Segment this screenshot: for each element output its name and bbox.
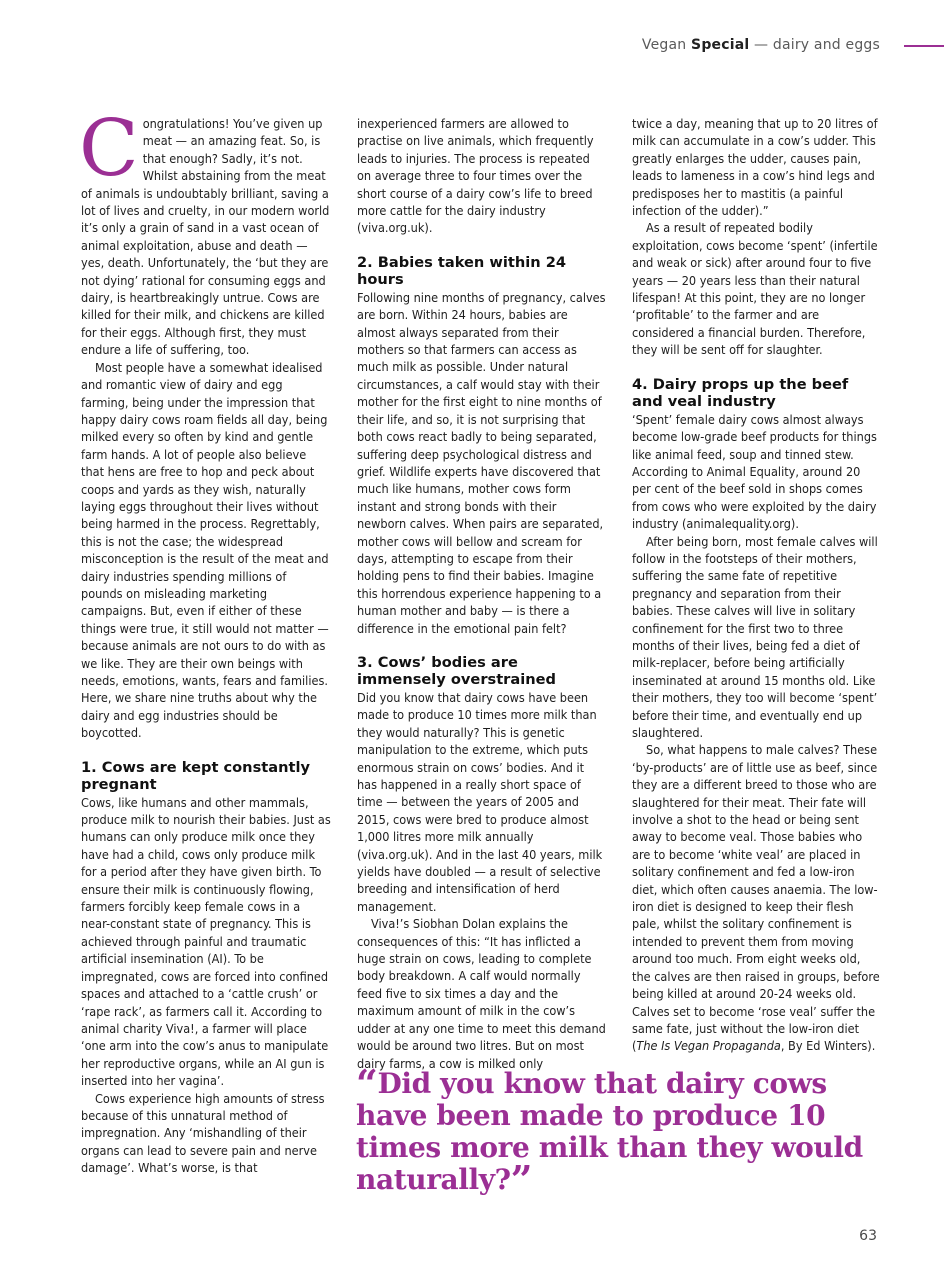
dropcap: C	[79, 104, 139, 194]
header-emphasis: Special	[691, 37, 750, 53]
section-1-paragraph-2-cont: inexperienced farmers are allowed to practise on live animals, which frequently leads to injuries. The process is repeated on average three to four times over the short course of a dairy cow’s life to breed more cattle for the dairy industry (viva.org.uk).	[357, 116, 594, 236]
section-2-heading: 2. Babies taken within 24 hours	[357, 253, 567, 289]
page-number: 63	[859, 1228, 877, 1244]
header-prefix: Vegan	[641, 37, 687, 53]
header-suffix: — dairy and eggs	[754, 37, 880, 53]
citation-title: The Is Vegan Propaganda	[636, 1038, 781, 1054]
article-column-1	[79, 104, 331, 1177]
section-1-paragraph-2: Cows experience high amounts of stress because of this unnatural method of impregnation. Any ‘mishandling of their organs can lead to severe pain and nerve damage’. What’s worse, is that	[81, 1090, 325, 1176]
intro-paragraph-1: Congratulations! You’ve given up meat — an amazing feat. So, is that enough? Sadly, it’s not. Whilst abstaining from the meat of animals is undoubtably brilliant, saving a lot of lives and cruelty, in our modern world it’s only a grain of sand in a vast ocean of animal exploitation, abuse and death — yes, death. Unfortunately, the ‘but they are not dying’ rational for consuming eggs and dairy, is heartbreakingly untrue. Cows are killed for their milk, and chickens are killed for their eggs. Although first, they must endure a life of suffering, too.	[79, 104, 330, 358]
pull-quote	[356, 1061, 876, 1202]
article-column-2	[357, 115, 607, 1072]
pull-quote-text: Did you know that dairy cows have been made to produce 10 times more milk than they would naturally?	[356, 1067, 863, 1196]
section-3-paragraph-2-cont: twice a day, meaning that up to 20 litres of milk can accumulate in a cow’s udder. This greatly enlarges the udder, causes pain, leads to lameness in a cow’s hind legs and predisposes her to mastitis (a painful infection of the udder).”	[632, 116, 878, 219]
close-quote-mark: ”	[510, 1157, 533, 1202]
section-2-paragraph-1: Following nine months of pregnancy, calves are born. Within 24 hours, babies are almost always separated from their mothers so that farmers can access as much milk as possible. Under natural circumstances, a calf would stay with their mother for the first eight to nine months of their life, and so, it is not surprising that both cows react badly to being separated, suffering deep psychological distress and grief. Wildlife experts have discovered that much like humans, mother cows form instant and strong bonds with their newborn calves. When pairs are separated, mother cows will bellow and scream for days, attempting to escape from their holding pens to find their babies. Imagine this horrendous experience happening to a human mother and baby — is there a difference in the emotional pain felt?	[357, 289, 606, 636]
section-1-heading: 1. Cows are kept constantly pregnant	[81, 758, 310, 794]
intro-paragraph-2: Most people have a somewhat idealised and romantic view of dairy and egg farming, being under the impression that happy dairy cows roam fields all day, being milked every so often by kind and gentle farm hands. A lot of people also believe that hens are free to hop and peck about coops and yards as they wish, naturally laying eggs throughout their lives without being harmed in the process. Regrettably, this is not the case; the widespread misconception is the result of the meat and dairy industries spending millions of pounds on misleading marketing campaigns. But, even if either of these things were true, it still would not matter — because animals are not ours to do with as we like. They are their own beings with needs, emotions, wants, fears and families. Here, we share nine truths about why the dairy and egg industries should be boycotted.	[81, 359, 329, 741]
running-header	[642, 37, 880, 53]
section-3-paragraph-2: Viva!’s Siobhan Dolan explains the consequences of this: “It has inflicted a huge strain on cows, leading to complete body breakdown. A calf would normally feed five to six times a day and the maximum amount of milk in the cow’s udder at any one time to meet this demand would be around two litres. But on most dairy farms, a cow is milked only	[357, 916, 606, 1071]
section-3-paragraph-1: Did you know that dairy cows have been made to produce 10 times more milk than they would naturally? This is genetic manipulation to the extreme, which puts enormous strain on cows’ bodies. And it has happened in a really short space of time — between the years of 2005 and 2015, cows were bred to produce almost 1,000 litres more milk annually (viva.org.uk). And in the last 40 years, milk yields have doubled — a result of selective breeding and intensification of herd management.	[357, 689, 603, 914]
section-1-paragraph-1: Cows, like humans and other mammals, produce milk to nourish their babies. Just as humans can only produce milk once they have had a child, cows only produce milk for a period after they have given birth. To ensure their milk is continuously flowing, farmers forcibly keep female cows in a near-constant state of pregnancy. This is achieved through painful and traumatic artificial insemination (AI). To be impregnated, cows are forced into confined spaces and attached to a ‘cattle crush’ or ‘rape rack’, as farmers call it. According to animal charity Viva!, a farmer will place ‘one arm into the cow’s anus to manipulate her reproductive organs, while an AI gun is inserted into her vagina’.	[81, 794, 331, 1089]
header-accent-rule	[904, 45, 944, 47]
article-column-3	[632, 115, 882, 1055]
section-4-paragraph-2: After being born, most female calves will follow in the footsteps of their mothers, suffering the same fate of repetitive pregnancy and separation from their babies. These calves will live in solitary confinement for the first two to three months of their lives, being fed a diet of milk-replacer, before being artificially inseminated at around 15 months old. Like their mothers, they too will become ‘spent’ before their time, and eventually end up slaughtered.	[632, 533, 878, 740]
section-3-paragraph-3: As a result of repeated bodily exploitation, cows become ‘spent’ (infertile and weak or sick) after around four to five years — 20 years less than their natural lifespan! At this point, they are no longer ‘profitable’ to the farmer and are considered a financial burden. Therefore, they will be sent off for slaughter.	[632, 220, 878, 358]
section-4-heading: 4. Dairy props up the beef and veal industry	[632, 375, 849, 411]
section-4-paragraph-3: So, what happens to male calves? These ‘by-products’ are of little use as beef, since they are a different breed to those who are slaughtered for their meat. Their fate will involve a shot to the head or being sent away to become veal. Those babies who are to become ‘white veal’ are placed in solitary confinement and fed a low-iron diet, which often causes anaemia. The low-iron diet is designed to keep their flesh pale, whilst the solitary confinement is intended to prevent them from moving around too much. From eight weeks old, the calves are then raised in groups, before being killed at around 20-24 weeks old. Calves set to become ‘rose veal’ suffer the same fate, just without the low-iron diet (The Is Vegan Propaganda, By Ed Winters).	[632, 742, 880, 1054]
section-4-paragraph-1: ‘Spent’ female dairy cows almost always become low-grade beef products for things like animal feed, soup and tinned stew. According to Animal Equality, around 20 per cent of the beef sold in shops comes from cows who were exploited by the dairy industry (animalequality.org).	[632, 411, 877, 532]
section-3-heading: 3. Cows’ bodies are immensely overstrained	[357, 653, 556, 689]
open-quote-mark: “	[356, 1061, 378, 1106]
